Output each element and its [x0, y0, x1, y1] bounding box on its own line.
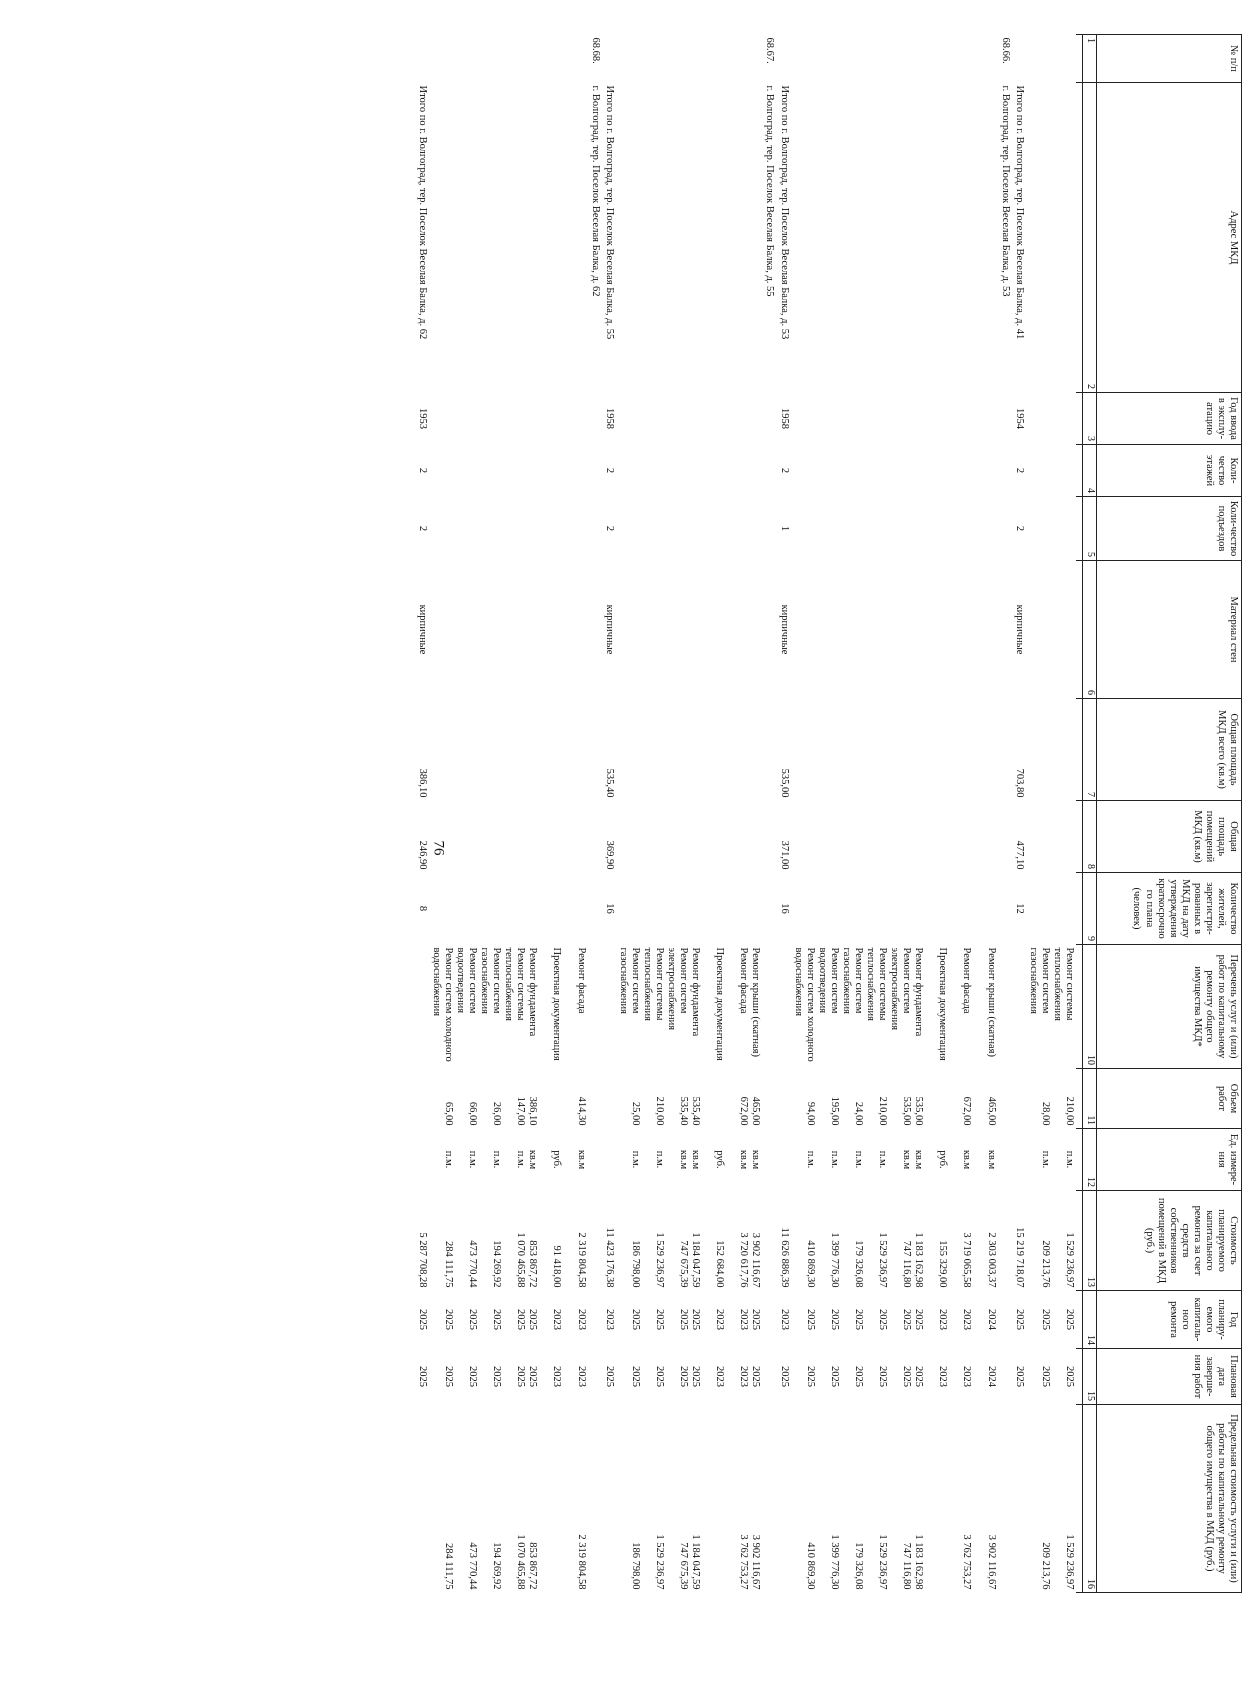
total-walls: кирпичные — [416, 604, 428, 655]
work-limit: 1 070 465,88 — [515, 1534, 527, 1590]
work-year: 2025 — [901, 1309, 913, 1330]
total-floors: 2 — [1013, 467, 1025, 474]
column-number: 3 — [1083, 393, 1097, 445]
work-unit: п.м. — [804, 1150, 816, 1169]
column-number: 11 — [1083, 1069, 1097, 1129]
work-name: Ремонт крыши (скатная) — [985, 947, 997, 1058]
work-year: 2025 — [1064, 1309, 1075, 1330]
work-name: Проектная документация — [551, 947, 563, 1061]
header-cell: Плановая дата заверше-ния работ — [1097, 1349, 1242, 1405]
work-year: 2025 — [877, 1309, 889, 1330]
work-limit: 1 399 776,30 — [828, 1534, 840, 1590]
total-residents: 8 — [416, 905, 428, 912]
work-unit: кв.м — [690, 1149, 702, 1170]
column-number: 9 — [1083, 873, 1097, 945]
work-volume: 195,00 — [828, 1096, 840, 1126]
work-volume: 26,00 — [491, 1101, 503, 1126]
work-unit: п.м. — [491, 1150, 503, 1169]
work-unit: руб. — [551, 1150, 563, 1169]
work-volume: 210,00 — [877, 1096, 889, 1126]
limit-list — [616, 1405, 763, 1593]
total-rooms-area: 371,00 — [778, 840, 790, 870]
total-cost: 11 423 176,38 — [603, 1227, 615, 1288]
header-cell: Адрес МКД — [1097, 83, 1242, 393]
work-volume: 25,00 — [629, 1101, 641, 1126]
works-block-41 — [1026, 35, 1076, 1593]
work-volume: 28,00 — [1039, 1101, 1051, 1126]
work-end: 2025 — [690, 1366, 702, 1387]
work-cost: 1 529 236,97 — [877, 1232, 889, 1288]
work-cost: 3 902 116,67 — [750, 1232, 762, 1288]
work-cost: 179 326,08 — [852, 1240, 864, 1288]
work-end: 2023 — [937, 1366, 949, 1387]
work-cost: 3 719 065,58 — [961, 1232, 973, 1288]
work-volume: 672,00 — [961, 1096, 973, 1126]
work-unit: руб. — [937, 1150, 949, 1169]
total-floors: 2 — [778, 467, 790, 474]
total-entrances: 2 — [1013, 525, 1025, 532]
work-end: 2025 — [467, 1366, 478, 1387]
work-end: 2023 — [738, 1366, 750, 1387]
work-year: 2023 — [961, 1309, 973, 1330]
header-cell: Ед. измере-ния — [1097, 1129, 1242, 1191]
rotated-table-sheet — [66, 34, 1242, 1592]
work-year: 2025 — [442, 1309, 454, 1330]
work-limit: 3 762 753,27 — [961, 1534, 973, 1590]
volume-list — [1026, 1069, 1076, 1129]
year-list — [616, 1291, 763, 1349]
total-area: 703,80 — [1013, 768, 1025, 798]
house-row-55 — [762, 35, 776, 1593]
total-entrances: 2 — [416, 525, 428, 532]
work-volume: 210,00 — [653, 1096, 665, 1126]
work-end: 2025 — [852, 1366, 864, 1387]
work-year: 2025 — [467, 1309, 478, 1330]
work-name: Ремонт фасада — [738, 947, 750, 1014]
work-name: Ремонт системы теплоснабжения — [865, 947, 889, 1021]
work-limit: 3 902 116,67 — [750, 1534, 762, 1590]
total-row-41 — [1012, 35, 1026, 1593]
work-unit: кв.м — [738, 1149, 750, 1170]
house-number: 68.66. — [999, 37, 1011, 64]
work-limit: 3 762 753,27 — [738, 1534, 750, 1590]
header-cell: Объем работ — [1097, 1069, 1242, 1129]
works-block-55 — [616, 35, 763, 1593]
work-list — [429, 945, 588, 1069]
total-walls: кирпичные — [778, 604, 790, 655]
work-unit: кв.м — [678, 1149, 690, 1170]
work-year: 2025 — [750, 1309, 762, 1330]
unit-list — [429, 1129, 588, 1191]
work-cost: 152 684,00 — [714, 1240, 726, 1288]
total-year: 1958 — [603, 408, 615, 429]
header-cell: Материал стен — [1097, 561, 1242, 699]
work-unit: п.м. — [442, 1150, 454, 1169]
work-volume: 66,00 — [467, 1101, 478, 1126]
year-list — [1026, 1291, 1076, 1349]
column-number: 4 — [1083, 445, 1097, 497]
work-end: 2023 — [551, 1366, 563, 1387]
work-volume: 24,00 — [852, 1101, 864, 1126]
work-name: Ремонт фасада — [575, 947, 587, 1014]
work-volume: 386,10 — [527, 1096, 539, 1126]
work-limit: 179 326,08 — [852, 1542, 864, 1590]
column-number: 6 — [1083, 561, 1097, 699]
work-end: 2025 — [1039, 1366, 1051, 1387]
work-end: 2025 — [901, 1366, 913, 1387]
work-end: 2024 — [985, 1366, 997, 1387]
total-year: 1958 — [778, 408, 790, 429]
limit-list — [1026, 1405, 1076, 1593]
house-row-62 — [588, 35, 602, 1593]
work-limit: 2 319 804,58 — [575, 1534, 587, 1590]
total-cost: 5 287 708,28 — [416, 1232, 428, 1288]
work-year: 2025 — [653, 1309, 665, 1330]
work-volume: 147,00 — [515, 1096, 527, 1126]
work-cost: 155 329,00 — [937, 1240, 949, 1288]
work-name: Ремонт систем газоснабжения — [1027, 947, 1051, 1014]
work-name: Ремонт систем холодного водоснабжения — [792, 947, 816, 1062]
house-number: 68.67. — [764, 37, 776, 64]
work-volume: 535,40 — [678, 1096, 690, 1126]
header-cell: Перечень услуг и (или) работ по капитальному ремонту общего имущества МКД* — [1097, 945, 1242, 1069]
work-year: 2023 — [738, 1309, 750, 1330]
work-end: 2025 — [515, 1366, 527, 1387]
work-year: 2023 — [714, 1309, 726, 1330]
work-limit: 747 675,39 — [678, 1542, 690, 1590]
volume-list — [616, 1069, 763, 1129]
volume-list — [791, 1069, 998, 1129]
house-address: г. Волгоград, тер. Поселок Веселая Балка, д. 53 — [999, 85, 1011, 297]
work-cost: 1 070 465,88 — [515, 1232, 527, 1288]
capital-repair-table — [415, 34, 1242, 1593]
total-label: Итого по г. Волгоград, тер. Поселок Веселая Балка, д. 41 — [1013, 85, 1025, 340]
work-unit: п.м. — [467, 1150, 478, 1169]
work-cost: 209 213,76 — [1039, 1240, 1051, 1288]
total-cost: 11 626 886,39 — [778, 1227, 790, 1288]
header-cell: Год ввода в эксплу-атацию — [1097, 393, 1242, 445]
work-volume: 535,00 — [901, 1096, 913, 1126]
work-volume: 672,00 — [738, 1096, 750, 1126]
header-cell: Коли-чество подъездов — [1097, 497, 1242, 561]
column-number: 12 — [1083, 1129, 1097, 1191]
work-name: Ремонт систем водоотведения — [454, 947, 478, 1014]
unit-list — [791, 1129, 998, 1191]
limit-list — [429, 1405, 588, 1593]
work-end: 2023 — [714, 1366, 726, 1387]
column-number: 7 — [1083, 699, 1097, 801]
work-end: 2025 — [804, 1366, 816, 1387]
work-cost: 747 675,39 — [678, 1240, 690, 1288]
work-cost: 1 529 236,97 — [1064, 1232, 1075, 1288]
house-address: г. Волгоград, тер. Поселок Веселая Балка, д. 55 — [764, 85, 776, 297]
end-list — [429, 1349, 588, 1405]
work-cost: 853 867,72 — [527, 1240, 539, 1288]
work-cost: 473 770,44 — [467, 1240, 478, 1288]
year-list — [429, 1291, 588, 1349]
work-unit: кв.м — [961, 1149, 973, 1170]
work-unit: кв.м — [527, 1149, 539, 1170]
work-unit: кв.м — [575, 1149, 587, 1170]
work-unit: п.м. — [828, 1150, 840, 1169]
work-year: 2025 — [690, 1309, 702, 1330]
work-cost: 1 529 236,97 — [653, 1232, 665, 1288]
work-year: 2025 — [852, 1309, 864, 1330]
column-number: 1 — [1083, 35, 1097, 83]
work-end: 2025 — [877, 1366, 889, 1387]
work-name: Ремонт фундамента — [913, 947, 925, 1037]
total-end: 2025 — [603, 1366, 615, 1387]
work-end: 2023 — [575, 1366, 587, 1387]
work-unit: п.м. — [1039, 1150, 1051, 1169]
work-name: Проектная документация — [937, 947, 949, 1061]
work-list — [1026, 945, 1076, 1069]
total-rooms-area: 246,90 — [416, 840, 428, 870]
work-unit: кв.м — [750, 1149, 762, 1170]
column-number: 16 — [1083, 1405, 1097, 1593]
work-year: 2023 — [551, 1309, 563, 1330]
total-label: Итого по г. Волгоград, тер. Поселок Веселая Балка, д. 53 — [778, 85, 790, 340]
work-cost: 1 184 047,59 — [690, 1232, 702, 1288]
total-walls: кирпичные — [1013, 604, 1025, 655]
work-cost: 410 869,30 — [804, 1240, 816, 1288]
header-cell: Год планиру-емого капиталь-ного ремонта — [1097, 1291, 1242, 1349]
work-cost: 2 319 804,58 — [575, 1232, 587, 1288]
work-limit: 1 184 047,59 — [690, 1534, 702, 1590]
total-residents: 12 — [1013, 903, 1025, 914]
work-unit: п.м. — [877, 1150, 889, 1169]
work-end: 2025 — [653, 1366, 665, 1387]
work-year: 2025 — [913, 1309, 925, 1330]
work-limit: 853 867,72 — [527, 1542, 539, 1590]
house-number: 68.68. — [589, 37, 601, 64]
work-name: Ремонт систем электроснабжения — [666, 947, 690, 1031]
work-limit: 284 111,75 — [442, 1543, 454, 1590]
total-area: 535,40 — [603, 768, 615, 798]
work-cost: 3 720 617,76 — [738, 1232, 750, 1288]
total-residents: 16 — [778, 903, 790, 914]
work-limit: 410 869,30 — [804, 1542, 816, 1590]
header-cell: Общая площадь МКД всего (кв.м) — [1097, 699, 1242, 801]
work-unit: п.м. — [515, 1150, 527, 1169]
work-name: Проектная документация — [714, 947, 726, 1061]
work-end: 2025 — [1064, 1366, 1075, 1387]
work-limit: 186 798,00 — [629, 1542, 641, 1590]
end-list — [1026, 1349, 1076, 1405]
header-cell: Предельная стоимость услуги и (или) работы по капитальному ремонту общего имущества в МКД (руб.) — [1097, 1405, 1242, 1593]
total-floors: 2 — [603, 467, 615, 474]
work-name: Ремонт систем газоснабжения — [479, 947, 503, 1014]
total-end: 2025 — [778, 1366, 790, 1387]
work-limit: 1 529 236,97 — [1064, 1534, 1075, 1590]
cost-list — [791, 1191, 998, 1291]
total-end: 2025 — [416, 1366, 428, 1387]
column-number: 15 — [1083, 1349, 1097, 1405]
work-name: Ремонт системы теплоснабжения — [1051, 947, 1075, 1021]
work-limit: 473 770,44 — [467, 1542, 478, 1590]
work-year: 2024 — [985, 1309, 997, 1330]
work-list — [791, 945, 998, 1069]
house-address: г. Волгоград, тер. Поселок Веселая Балка, д. 62 — [589, 85, 601, 297]
total-cost: 15 219 718,07 — [1013, 1227, 1025, 1288]
work-year: 2023 — [575, 1309, 587, 1330]
work-unit: кв.м — [901, 1149, 913, 1170]
work-volume: 465,00 — [985, 1096, 997, 1126]
work-unit: п.м. — [852, 1150, 864, 1169]
work-cost: 194 269,92 — [491, 1240, 503, 1288]
work-volume: 65,00 — [442, 1101, 454, 1126]
work-limit: 1 183 162,98 — [913, 1534, 925, 1590]
column-number: 2 — [1083, 83, 1097, 393]
work-name: Ремонт крыши (скатная) — [750, 947, 762, 1058]
work-volume: 535,40 — [690, 1096, 702, 1126]
work-limit: 209 213,76 — [1039, 1542, 1051, 1590]
page-number: 76 — [430, 840, 447, 856]
end-list — [616, 1349, 763, 1405]
cost-list — [429, 1191, 588, 1291]
work-list — [616, 945, 763, 1069]
work-year: 2025 — [527, 1309, 539, 1330]
work-year: 2023 — [937, 1309, 949, 1330]
total-label: Итого по г. Волгоград, тер. Поселок Веселая Балка, д. 55 — [603, 85, 615, 340]
work-year: 2025 — [678, 1309, 690, 1330]
column-number: 10 — [1083, 945, 1097, 1069]
work-unit: кв.м — [985, 1149, 997, 1170]
work-unit: п.м. — [1064, 1150, 1075, 1169]
work-year: 2025 — [804, 1309, 816, 1330]
work-end: 2025 — [527, 1366, 539, 1387]
work-name: Ремонт системы теплоснабжения — [503, 947, 527, 1021]
work-limit: 1 529 236,97 — [877, 1534, 889, 1590]
cost-list — [616, 1191, 763, 1291]
total-year: 1954 — [1013, 408, 1025, 429]
work-end: 2025 — [913, 1366, 925, 1387]
work-cost: 186 798,00 — [629, 1240, 641, 1288]
work-name: Ремонт систем электроснабжения — [889, 947, 913, 1031]
total-plan-year: 2023 — [778, 1309, 790, 1330]
header-cell: № п/п — [1097, 35, 1242, 83]
work-volume: 535,00 — [913, 1096, 925, 1126]
column-number: 8 — [1083, 801, 1097, 873]
year-list — [791, 1291, 998, 1349]
work-unit: кв.м — [913, 1149, 925, 1170]
total-floors: 2 — [416, 467, 428, 474]
total-rooms-area: 369,90 — [603, 840, 615, 870]
total-year: 1953 — [416, 408, 428, 429]
work-cost: 747 116,80 — [901, 1240, 913, 1288]
header-cell: Стоимость планируемого капитального ремонта за счет средств собственников помещений в МКД (руб.) — [1097, 1191, 1242, 1291]
header-cell: Общая площадь помещений МКД (кв.м) — [1097, 801, 1242, 873]
column-number: 14 — [1083, 1291, 1097, 1349]
header-cell: Коли-чество этажей — [1097, 445, 1242, 497]
work-unit: п.м. — [629, 1150, 641, 1169]
total-walls: кирпичные — [603, 604, 615, 655]
work-end: 2023 — [961, 1366, 973, 1387]
work-name: Ремонт фундамента — [527, 947, 539, 1037]
work-volume: 414,30 — [575, 1096, 587, 1126]
total-end: 2025 — [1013, 1366, 1025, 1387]
table-header-row — [1097, 35, 1242, 1593]
work-limit: 1 529 236,97 — [653, 1534, 665, 1590]
total-plan-year: 2025 — [1013, 1309, 1025, 1330]
work-end: 2025 — [750, 1366, 762, 1387]
header-cell: Количество жителей, зарегистри-рованных в МКД на дату утверждения краткосрочно го плана (человек) — [1097, 873, 1242, 945]
work-year: 2025 — [491, 1309, 503, 1330]
volume-list — [429, 1069, 588, 1129]
house-row-53 — [998, 35, 1012, 1593]
total-entrances: 1 — [778, 525, 790, 532]
total-row-62 — [415, 35, 429, 1593]
work-limit: 3 902 116,67 — [985, 1534, 997, 1590]
work-cost: 2 303 003,37 — [985, 1232, 997, 1288]
end-list — [791, 1349, 998, 1405]
column-number-row — [1083, 35, 1097, 1593]
work-name: Ремонт систем холодного водоснабжения — [430, 947, 454, 1062]
work-end: 2025 — [491, 1366, 503, 1387]
cost-list — [1026, 1191, 1076, 1291]
total-plan-year: 2025 — [416, 1309, 428, 1330]
work-year: 2025 — [515, 1309, 527, 1330]
work-cost: 1 183 162,98 — [913, 1232, 925, 1288]
work-year: 2025 — [828, 1309, 840, 1330]
works-block-62 — [429, 35, 588, 1593]
total-residents: 16 — [603, 903, 615, 914]
unit-list — [1026, 1129, 1076, 1191]
work-end: 2025 — [442, 1366, 454, 1387]
total-plan-year: 2023 — [603, 1309, 615, 1330]
work-unit: руб. — [714, 1150, 726, 1169]
work-name: Ремонт систем водоотведения — [816, 947, 840, 1014]
column-number: 13 — [1083, 1191, 1097, 1291]
work-name: Ремонт фундамента — [690, 947, 702, 1037]
work-limit: 194 269,92 — [491, 1542, 503, 1590]
unit-list — [616, 1129, 763, 1191]
total-label: Итого по г. Волгоград, тер. Поселок Веселая Балка, д. 62 — [416, 85, 428, 340]
work-year: 2025 — [629, 1309, 641, 1330]
total-entrances: 2 — [603, 525, 615, 532]
works-block-53 — [791, 35, 998, 1593]
total-rooms-area: 477,10 — [1013, 840, 1025, 870]
work-cost: 284 111,75 — [442, 1241, 454, 1288]
work-volume: 94,00 — [804, 1101, 816, 1126]
work-unit: п.м. — [653, 1150, 665, 1169]
work-end: 2025 — [828, 1366, 840, 1387]
work-end: 2025 — [678, 1366, 690, 1387]
work-limit: 747 116,80 — [901, 1542, 913, 1590]
column-number: 5 — [1083, 497, 1097, 561]
work-volume: 210,00 — [1064, 1096, 1075, 1126]
total-row-55 — [602, 35, 616, 1593]
work-cost: 1 399 776,30 — [828, 1232, 840, 1288]
limit-list — [791, 1405, 998, 1593]
work-year: 2025 — [1039, 1309, 1051, 1330]
work-name: Ремонт фасада — [961, 947, 973, 1014]
total-area: 386,10 — [416, 768, 428, 798]
work-name: Ремонт систем газоснабжения — [617, 947, 641, 1014]
total-row-53 — [777, 35, 791, 1593]
work-volume: 465,00 — [750, 1096, 762, 1126]
work-end: 2025 — [629, 1366, 641, 1387]
work-name: Ремонт системы теплоснабжения — [641, 947, 665, 1021]
work-cost: 91 418,00 — [551, 1245, 563, 1288]
total-area: 535,00 — [778, 768, 790, 798]
work-name: Ремонт систем газоснабжения — [840, 947, 864, 1014]
